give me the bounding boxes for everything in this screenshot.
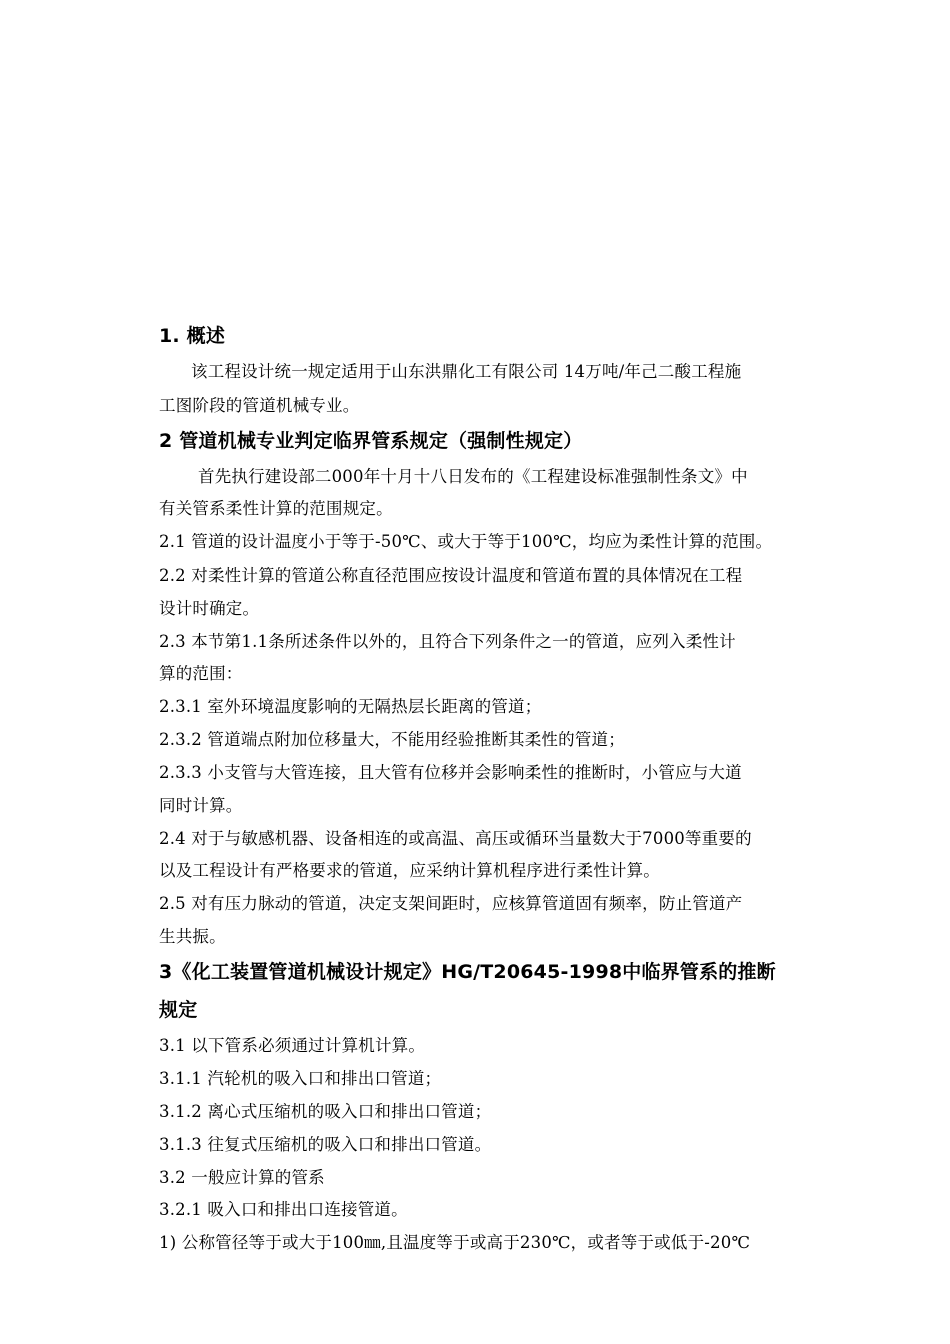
clause-2-3-2: 2.3.2 管道端点附加位移量大，不能用经验推断其柔性的管道； [159,730,625,749]
section-3-heading: 3《化工装置管道机械设计规定》HG/T20645-1998中临界管系的推断 [159,961,776,983]
section-1-heading: 1. 概述 [159,325,226,347]
section-2-heading: 2 管道机械专业判定临界管系规定（强制性规定） [159,430,583,452]
clause-2-3: 2.3 本节第1.1条所述条件以外的，且符合下列条件之一的管道，应列入柔性计 [159,632,736,651]
section-2-line: 首先执行建设部二000年十月十八日发布的《工程建设标准强制性条文》中 [198,467,748,486]
clause-3-1-2: 3.1.2 离心式压缩机的吸入口和排出口管道； [159,1102,492,1121]
clause-3-1-1: 3.1.1 汽轮机的吸入口和排出口管道； [159,1069,442,1088]
clause-2-2: 2.2 对柔性计算的管道公称直径范围应按设计温度和管道布置的具体情况在工程 [159,566,743,585]
clause-2-1: 2.1 管道的设计温度小于等于-50℃、或大于等于100℃，均应为柔性计算的范围。 [159,532,773,551]
clause-2-5: 2.5 对有压力脉动的管道，决定支架间距时，应核算管道固有频率，防止管道产 [159,894,743,913]
clause-2-5-cont: 生共振。 [159,927,226,946]
clause-2-4: 2.4 对于与敏感机器、设备相连的或高温、高压或循环当量数大于7000等重要的 [159,829,752,848]
clause-2-3-cont: 算的范围： [159,664,243,683]
clause-2-3-1: 2.3.1 室外环境温度影响的无隔热层长距离的管道； [159,697,542,716]
clause-3-1: 3.1 以下管系必须通过计算机计算。 [159,1036,426,1055]
section-2-line: 有关管系柔性计算的范围规定。 [159,499,393,518]
clause-2-2-cont: 设计时确定。 [159,599,260,618]
clause-3-2-1: 3.2.1 吸入口和排出口连接管道。 [159,1200,408,1219]
list-item-1: 1) 公称管径等于或大于100㎜,且温度等于或高于230℃，或者等于或低于-20℃ [159,1233,751,1252]
section-1-paragraph-line: 该工程设计统一规定适用于山东洪鼎化工有限公司 14万吨/年己二酸工程施 [191,362,742,381]
section-3-heading-cont: 规定 [159,999,198,1021]
clause-3-1-3: 3.1.3 往复式压缩机的吸入口和排出口管道。 [159,1135,492,1154]
clause-2-3-3-cont: 同时计算。 [159,796,243,815]
clause-2-4-cont: 以及工程设计有严格要求的管道，应采纳计算机程序进行柔性计算。 [159,861,660,880]
clause-3-2: 3.2 一般应计算的管系 [159,1168,325,1187]
clause-2-3-3: 2.3.3 小支管与大管连接，且大管有位移并会影响柔性的推断时，小管应与大道 [159,763,742,782]
section-1-paragraph-line: 工图阶段的管道机械专业。 [159,396,360,415]
